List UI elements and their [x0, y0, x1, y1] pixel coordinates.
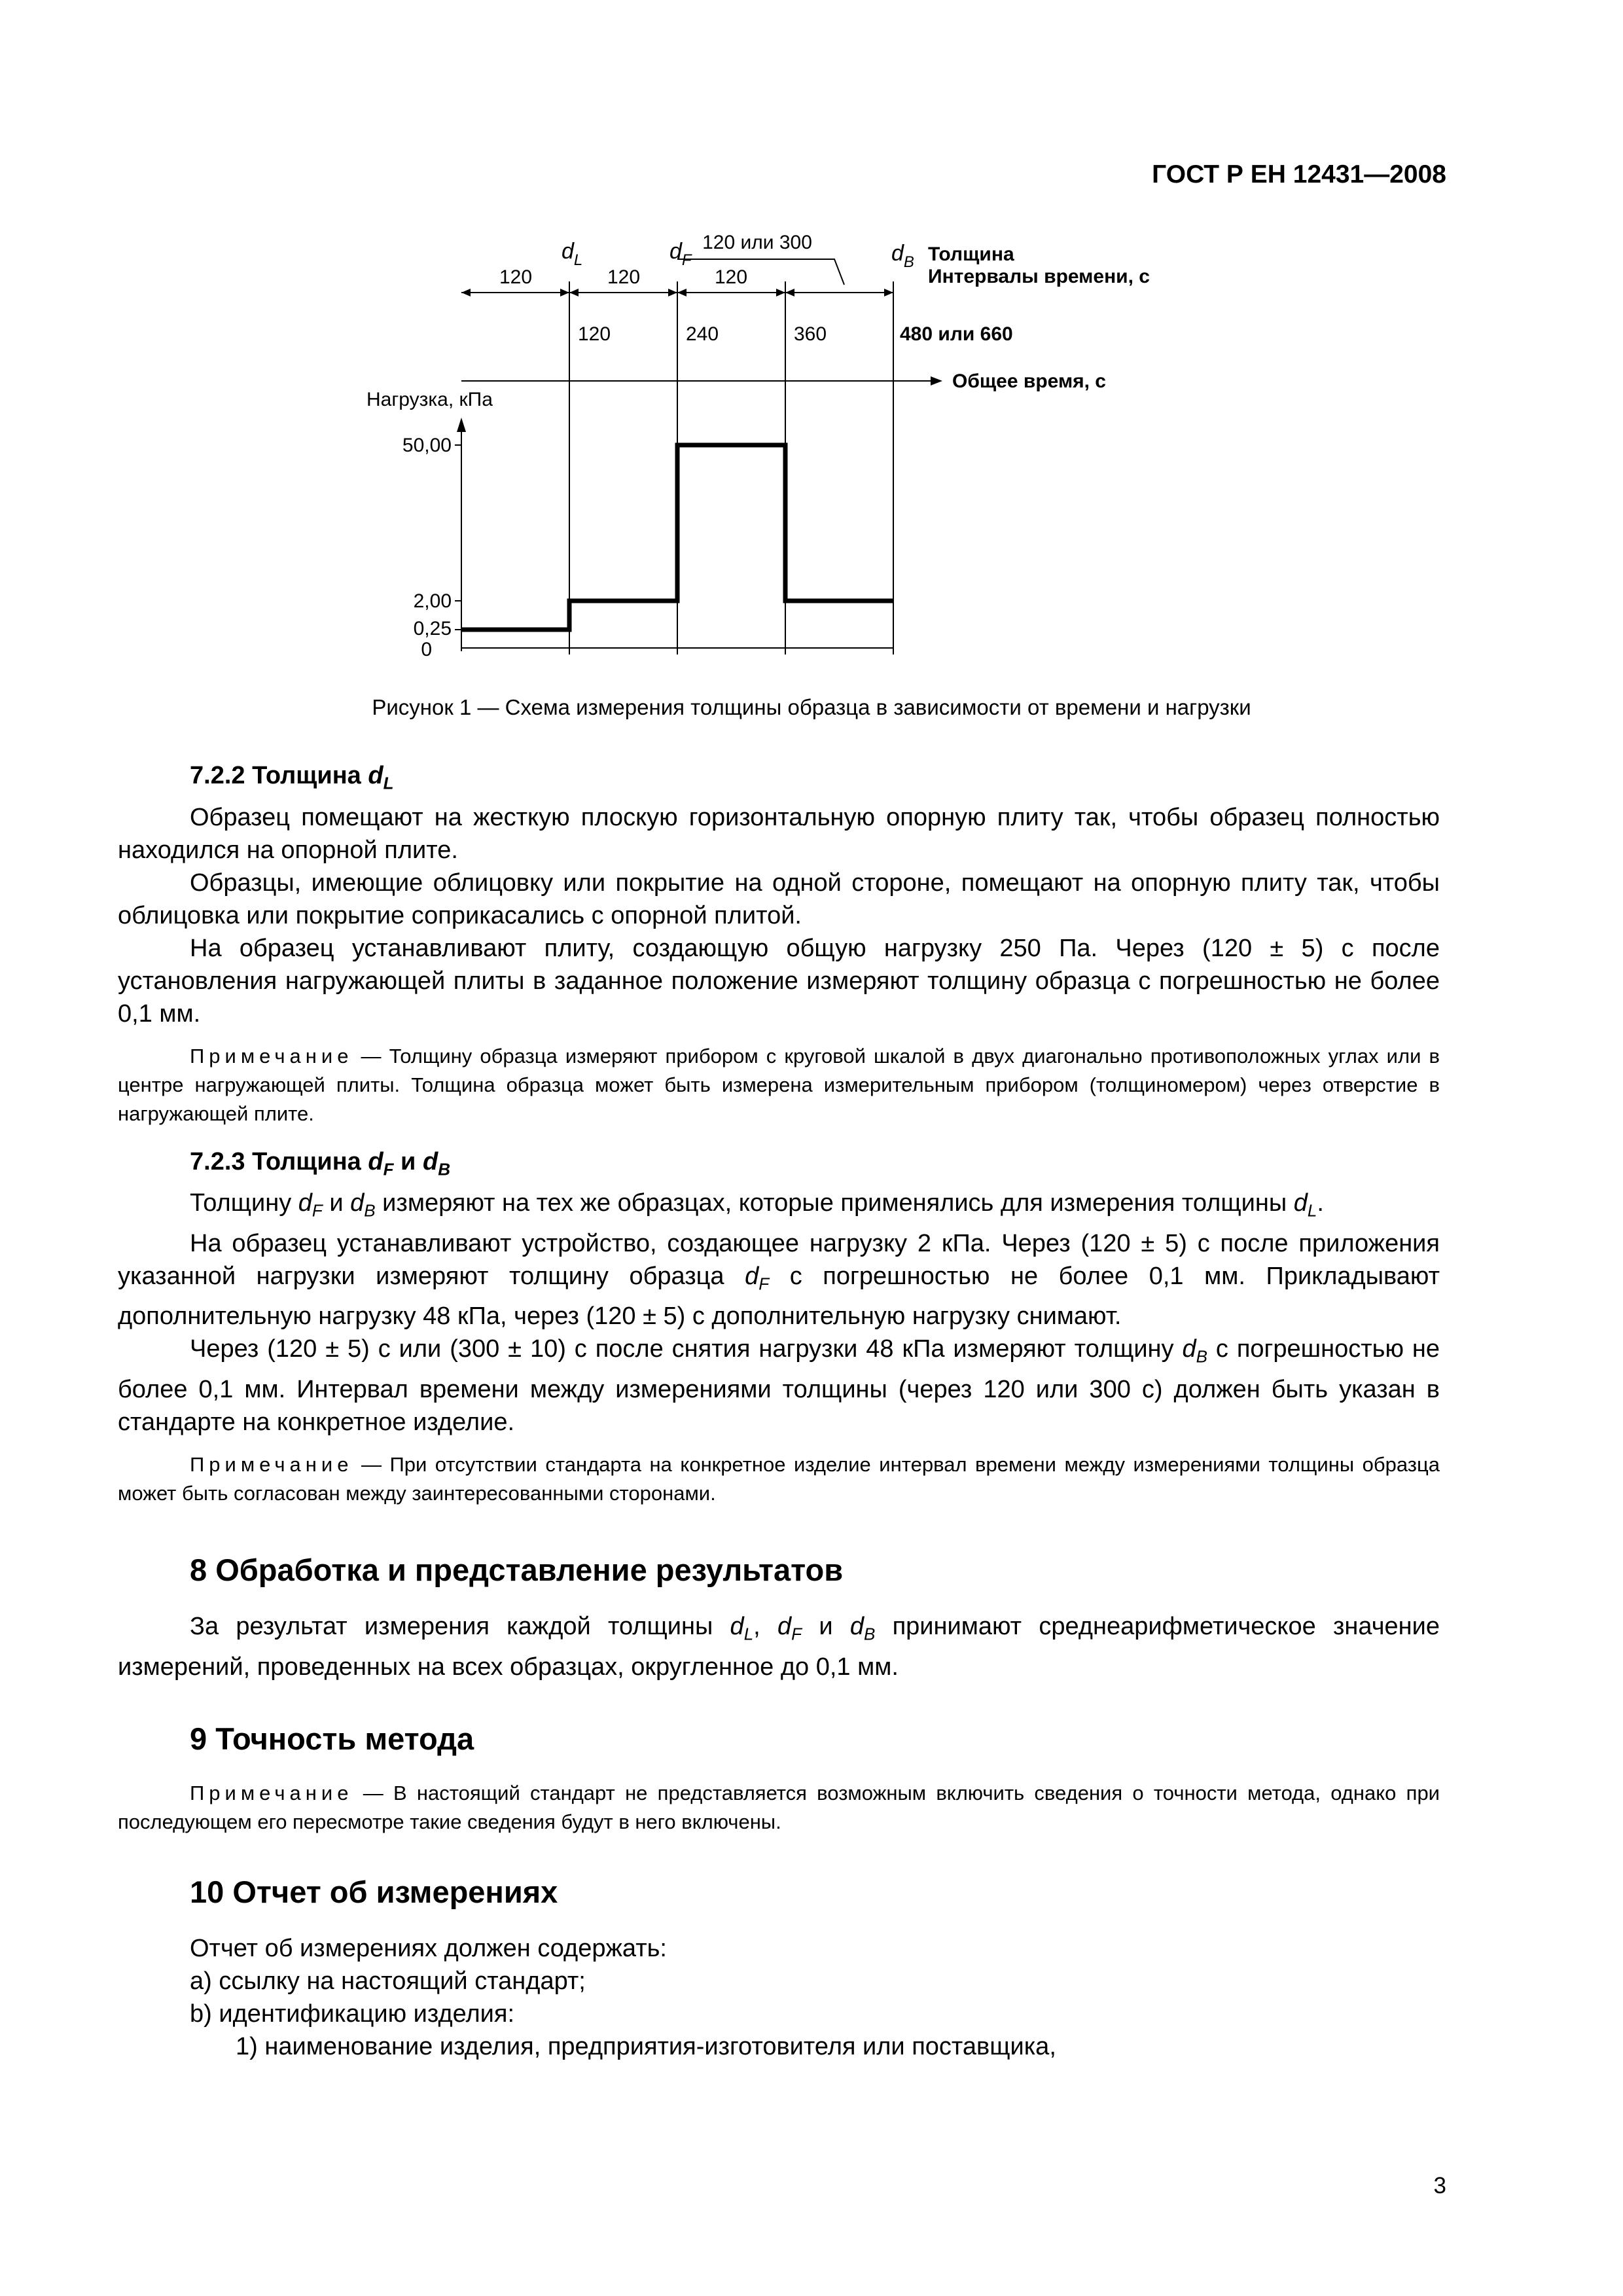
note: Примечание — При отсутствии стандарта на конкретное изделие интервал времени между измерениями толщины образца может быть согласован между заинтересованными сторонами. [118, 1452, 1440, 1505]
interval-3: 120 [714, 266, 748, 288]
total-time-360: 360 [794, 323, 827, 345]
label-time-intervals: Интервалы времени, с [928, 266, 1150, 287]
thickness-time-load-diagram [366, 216, 1217, 674]
total-time-120: 120 [578, 323, 611, 345]
total-time-240: 240 [686, 323, 719, 345]
section-8-title: 8 Обработка и представление результатов [190, 1552, 844, 1587]
list-item: b) идентификацию изделия: [190, 2000, 515, 2028]
figure-1 [366, 216, 1217, 674]
section-9-title: 9 Точность метода [190, 1721, 474, 1756]
total-time-arrowhead [931, 376, 942, 386]
interval-2: 120 [607, 266, 641, 288]
label-total-time: Общее время, с [952, 370, 1106, 392]
total-time-final: 480 или 660 [900, 323, 1013, 345]
page-number: 3 [1433, 2173, 1446, 2198]
document-id: ГОСТ Р ЕН 12431—2008 [1152, 160, 1446, 188]
list-intro: Отчет об измерениях должен содержать: [190, 1934, 667, 1962]
tick-0: 0 [421, 639, 432, 660]
list-item: 1) наименование изделия, предприятия-изготовителя или поставщика, [236, 2032, 1056, 2060]
paragraph: На образец устанавливают устройство, создающее нагрузку 2 кПа. Через (120 ± 5) с после приложения указанной нагрузки измеряют толщину образца $d_F$ с погрешностью не более 0,1 мм. Прикладывают дополнительную нагрузку 48 кПа, через (120 ± 5) с дополнительную нагрузку снимают. [118, 1229, 1440, 1331]
label-120-or-300: 120 или 300 [702, 232, 812, 253]
paragraph: Образцы, имеющие облицовку или покрытие на одной стороне, помещают на опорную плиту так, чтобы облицовка или покрытие соприкасались с опорной плитой. [118, 869, 1440, 929]
note: Примечание — В настоящий стандарт не представляется возможным включить сведения о точности метода, однако при последующем его пересмотре такие сведения будут в него включены. [118, 1781, 1440, 1833]
list-item: a) ссылку на настоящий стандарт; [190, 1967, 586, 1995]
main-content [118, 759, 1440, 2063]
label-dB: $d_B$ [891, 241, 914, 271]
bracket-120-300 [677, 259, 844, 285]
label-load: Нагрузка, кПа [366, 389, 493, 410]
note: Примечание — Толщину образца измеряют прибором с круговой шкалой в двух диагонально противоположных углах или в центре нагружающей плиты. Толщина образца может быть измерена измерительным прибором (толщиномером) через отверстие в нагружающей плите. [118, 1044, 1440, 1125]
label-dL: $d_L$ [562, 239, 583, 269]
load-arrowhead [457, 418, 466, 432]
report-contents-list [118, 1932, 1440, 2063]
paragraph: Толщину $d_F$ и $d_B$ измеряют на тех же образцах, которые применялись для измерения толщины $d_L$. [190, 1189, 1324, 1221]
interval-1: 120 [499, 266, 533, 288]
tick-025: 0,25 [413, 618, 452, 639]
tick-50: 50,00 [402, 435, 452, 456]
load-step-curve [461, 445, 893, 630]
label-thickness: Толщина [928, 243, 1014, 265]
paragraph: Образец помещают на жесткую плоскую горизонтальную опорную плиту так, чтобы образец полностью находился на опорной плите. [118, 803, 1440, 864]
paragraph: Через (120 ± 5) с или (300 ± 10) с после снятия нагрузки 48 кПа измеряют толщину $d_B$ с погрешностью не более 0,1 мм. Интервал времени между измерениями толщины (через 120 или 300 с) должен быть указан в стандарте на конкретное изделие. [118, 1335, 1440, 1436]
label-dF: $d_F$ [669, 239, 692, 269]
section-7-2-2-title: 7.2.2 Толщина $d_L$ [190, 762, 394, 793]
section-7-2-3-title: 7.2.3 Толщина $d_F$ и $d_B$ [190, 1147, 450, 1179]
paragraph: За результат измерения каждой толщины $d_L$, $d_F$ и $d_B$ принимают среднеарифметическое значение измерений, проведенных на всех образцах, округленное до 0,1 мм. [118, 1612, 1440, 1681]
paragraph: На образец устанавливают плиту, создающую общую нагрузку 250 Па. Через (120 ± 5) с после установления нагружающей плиты в заданное положение измеряют толщину образца с погрешностью не более 0,1 мм. [118, 934, 1440, 1028]
tick-2: 2,00 [413, 590, 452, 612]
figure-caption: Рисунок 1 — Схема измерения толщины образца в зависимости от времени и нагрузки [372, 695, 1251, 719]
section-10-title: 10 Отчет об измерениях [190, 1874, 558, 1909]
